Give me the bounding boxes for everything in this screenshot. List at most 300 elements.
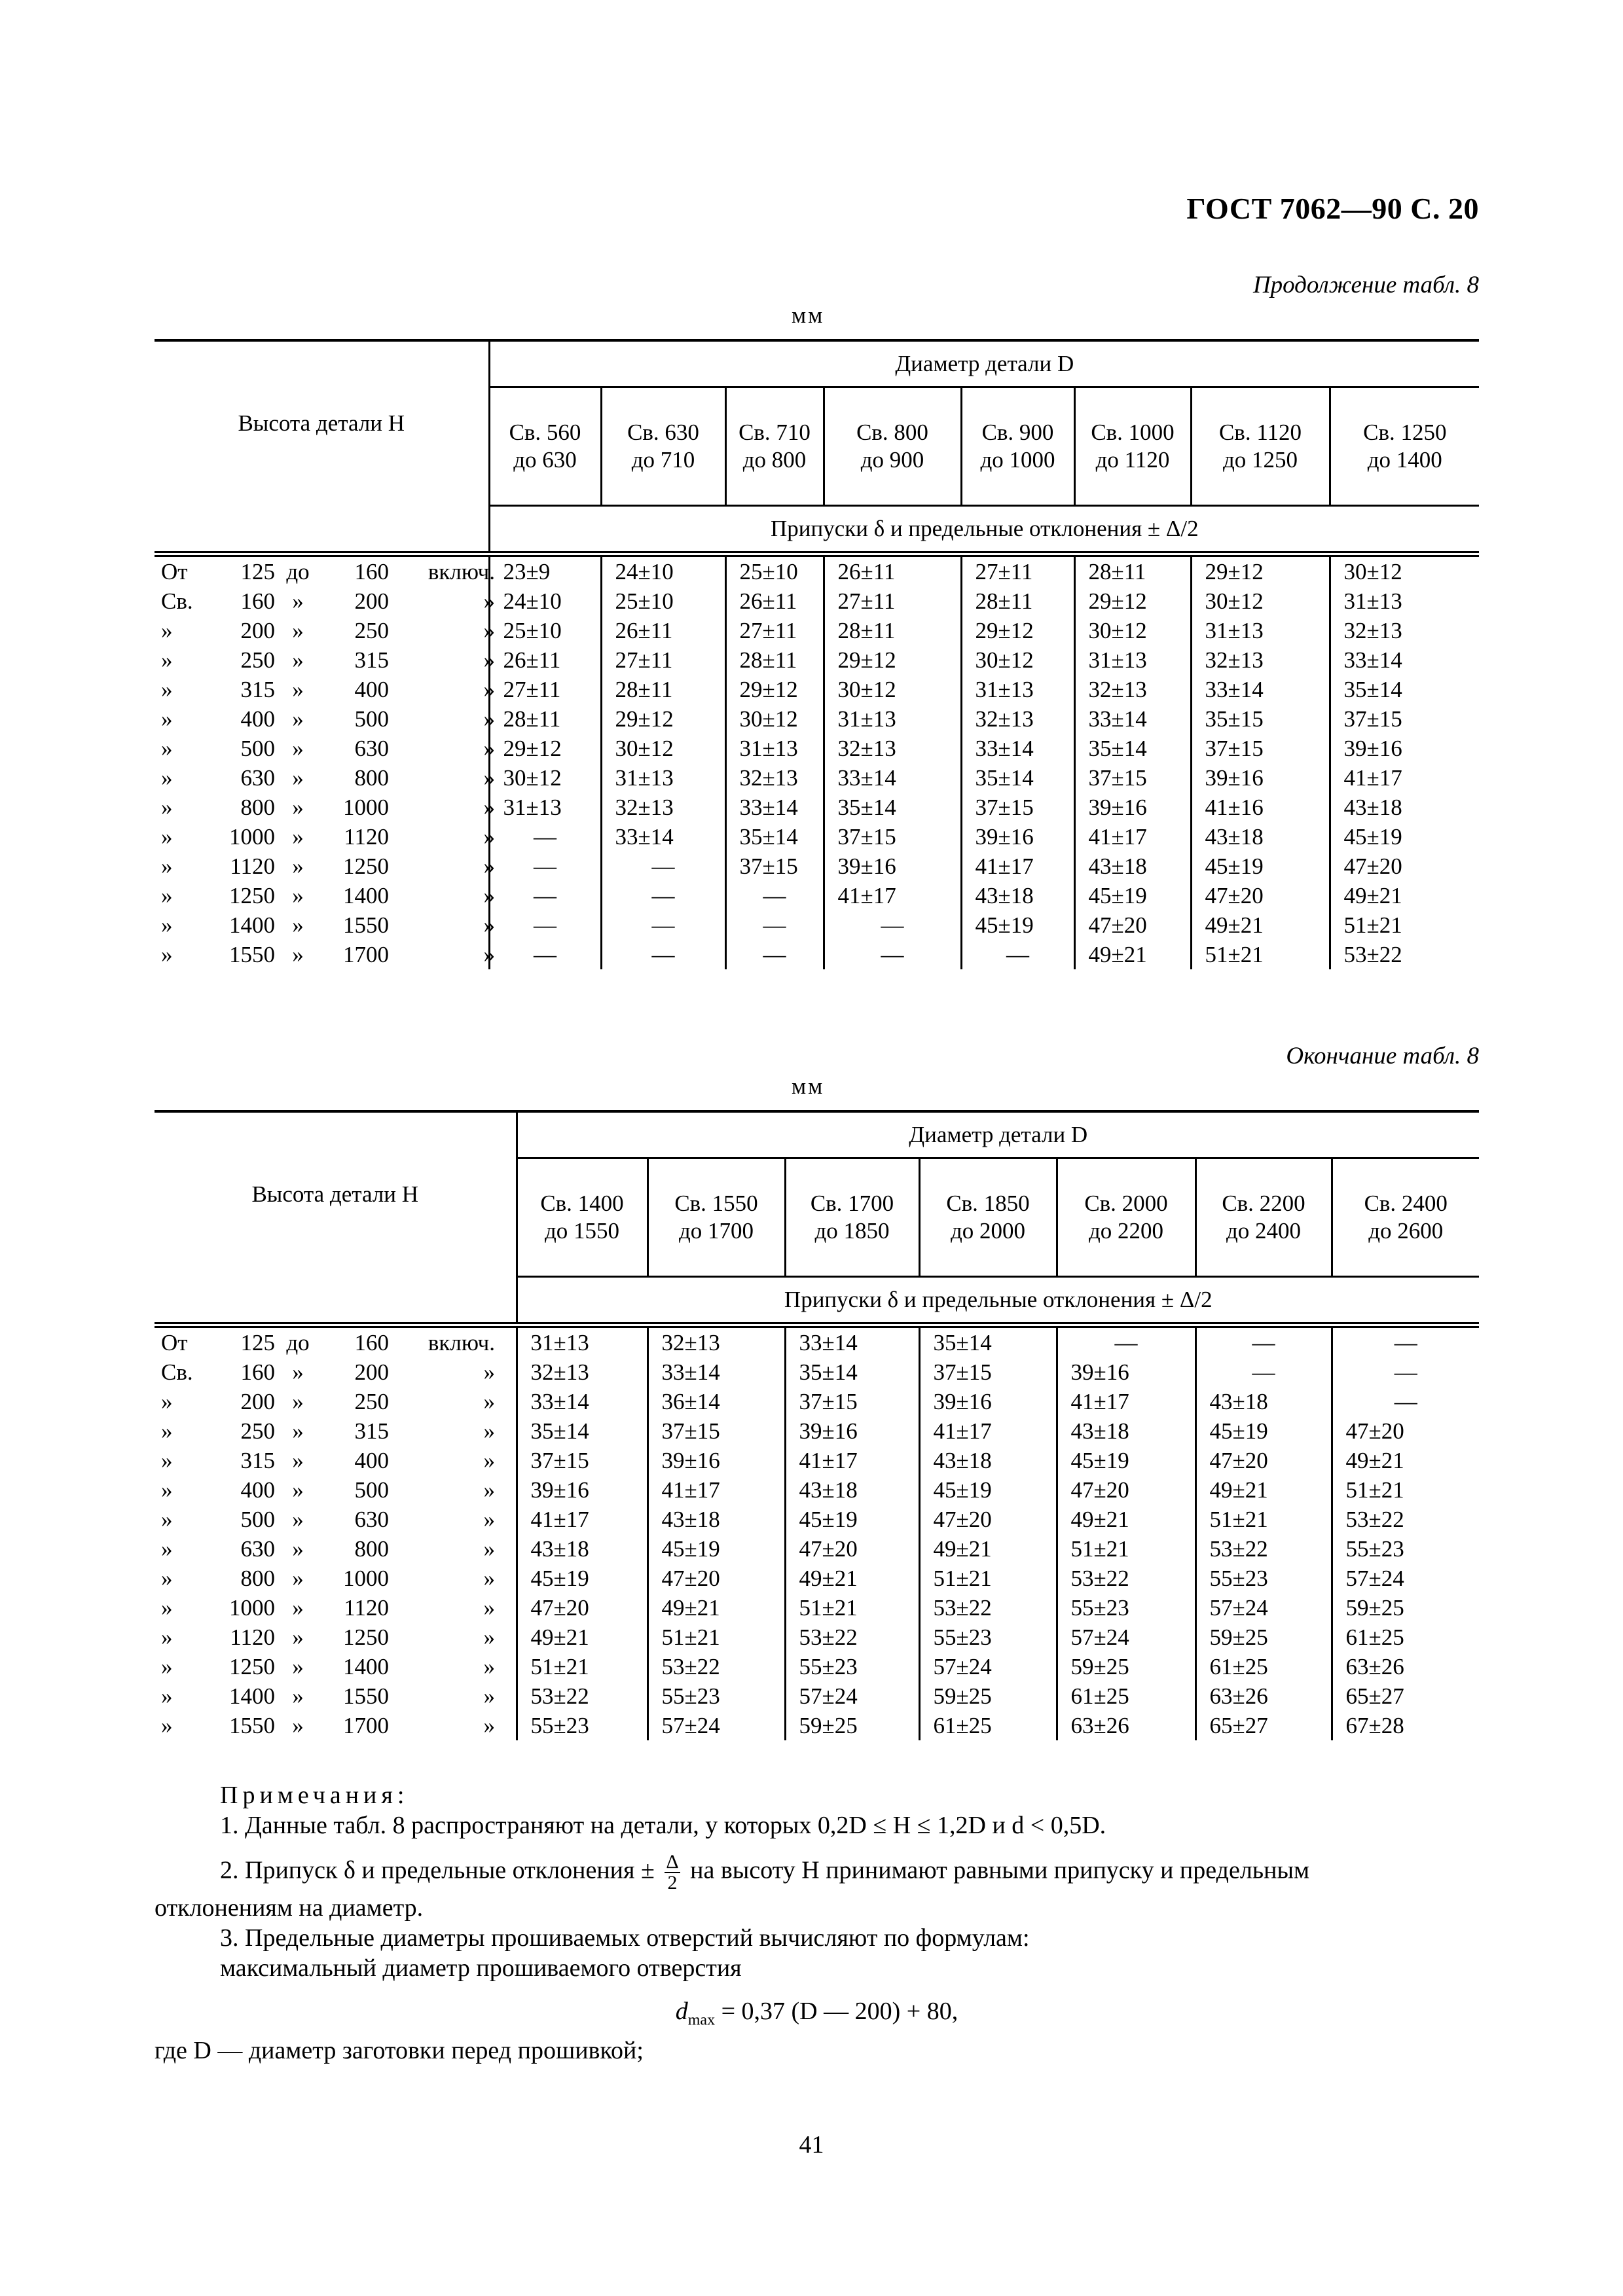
allowance-value: 59±25 — [1195, 1623, 1332, 1652]
allowance-value: 41±17 — [1074, 822, 1191, 852]
allowance-value: 41±17 — [824, 881, 961, 910]
allowance-value: 43±18 — [1195, 1387, 1332, 1416]
allowance-value: 41±17 — [785, 1446, 919, 1475]
note-3-line: максимальный диаметр прошиваемого отверстия — [220, 1954, 742, 1982]
table-row — [155, 1623, 1479, 1652]
allowance-value: 45±19 — [1195, 1416, 1332, 1446]
allowance-value: 49±21 — [1195, 1475, 1332, 1505]
diameter-column-header: Св. 1000 до 1120 — [1074, 387, 1191, 506]
allowance-value: 35±14 — [517, 1416, 647, 1446]
allowance-value: 49±21 — [1057, 1505, 1195, 1534]
table-row — [155, 1446, 1479, 1475]
note-3: 3. Предельные диаметры прошиваемых отверстий вычисляют по формулам: — [220, 1924, 1030, 1952]
table-row — [155, 1387, 1479, 1416]
allowance-value: 35±14 — [961, 763, 1074, 793]
table-row — [155, 852, 1479, 881]
diameter-column-header: Св. 710 до 800 — [725, 387, 824, 506]
diameter-column-header: Св. 800 до 900 — [824, 387, 961, 506]
height-range: » 800 » 1000 » — [161, 795, 495, 820]
height-range: Св. 160 » 200 » — [161, 588, 495, 614]
allowance-value: 33±14 — [961, 734, 1074, 763]
allowance-value: 43±18 — [1191, 822, 1330, 852]
allowance-value: — — [961, 940, 1074, 969]
allowance-value: 30±12 — [1074, 616, 1191, 645]
allowance-value: 59±25 — [1057, 1652, 1195, 1681]
allowance-value: — — [1332, 1387, 1479, 1416]
table2-units: мм — [792, 1073, 825, 1099]
allowance-value: 51±21 — [785, 1593, 919, 1623]
allowance-value: 45±19 — [919, 1475, 1057, 1505]
diameter-column-header: Св. 2000 до 2200 — [1057, 1158, 1195, 1277]
allowance-value: 47±20 — [919, 1505, 1057, 1534]
allowance-value: 41±17 — [1330, 763, 1479, 793]
height-range: » 1400 » 1550 » — [161, 1683, 495, 1709]
allowance-value: 33±14 — [785, 1325, 919, 1358]
allowance-value: 45±19 — [647, 1534, 785, 1564]
allowance-value: 67±28 — [1332, 1711, 1479, 1740]
table-row — [155, 1475, 1479, 1505]
allowance-value: 32±13 — [725, 763, 824, 793]
height-range: » 400 » 500 » — [161, 706, 495, 732]
allowance-value: 37±15 — [1191, 734, 1330, 763]
allowance-value: 49±21 — [1332, 1446, 1479, 1475]
allowance-value: 43±18 — [1057, 1416, 1195, 1446]
allowance-value: 33±14 — [1191, 675, 1330, 704]
allowance-value: 49±21 — [1191, 910, 1330, 940]
allowance-value: 26±11 — [725, 586, 824, 616]
height-range: » 1000 » 1120 » — [161, 1595, 495, 1621]
allowance-value: 43±18 — [517, 1534, 647, 1564]
height-range: » 400 » 500 » — [161, 1477, 495, 1503]
diameter-column-header: Св. 560 до 630 — [489, 387, 601, 506]
allowance-value: 49±21 — [647, 1593, 785, 1623]
formula-where: где D — диаметр заготовки перед прошивкой; — [155, 2036, 644, 2064]
allowance-value: 37±15 — [961, 793, 1074, 822]
diameter-column-header: Св. 1850 до 2000 — [919, 1158, 1057, 1277]
height-range: » 315 » 400 » — [161, 1448, 495, 1473]
allowance-value: 39±16 — [517, 1475, 647, 1505]
note-2-end: на высоту H принимают равными припуску и предельным — [690, 1856, 1310, 1884]
allowance-value: 57±24 — [1057, 1623, 1195, 1652]
table-row — [155, 1357, 1479, 1387]
allowance-value: 61±25 — [1057, 1681, 1195, 1711]
height-range: » 1120 » 1250 » — [161, 1624, 495, 1650]
table-row — [155, 1534, 1479, 1564]
allowance-value: 43±18 — [1330, 793, 1479, 822]
allowance-value: 49±21 — [1074, 940, 1191, 969]
note-2-continuation: отклонениям на диаметр. — [155, 1894, 424, 1922]
table-row — [155, 1711, 1479, 1740]
allowance-value: — — [601, 852, 725, 881]
allowance-value: 45±19 — [517, 1564, 647, 1593]
height-range: » 250 » 315 » — [161, 1418, 495, 1444]
page-number: 41 — [799, 2131, 824, 2159]
allowance-value: 57±24 — [1332, 1564, 1479, 1593]
allowance-value: 51±21 — [1191, 940, 1330, 969]
diameter-column-header: Св. 1250 до 1400 — [1330, 387, 1479, 506]
allowance-value: 31±13 — [961, 675, 1074, 704]
row-header: Высота детали H — [251, 1181, 419, 1208]
allowance-value: — — [1195, 1357, 1332, 1387]
diameter-column-header: Св. 900 до 1000 — [961, 387, 1074, 506]
allowance-value: — — [1332, 1325, 1479, 1358]
table-row — [155, 940, 1479, 969]
allowance-value: 26±11 — [601, 616, 725, 645]
allowance-value: — — [824, 910, 961, 940]
allowance-value: 45±19 — [961, 910, 1074, 940]
allowance-value: 32±13 — [824, 734, 961, 763]
allowance-value: 28±11 — [824, 616, 961, 645]
allowance-value: 29±12 — [824, 645, 961, 675]
allowance-value: 30±12 — [1330, 554, 1479, 587]
delta-over-2-fraction: $\frac{\Delta}{2}$ — [666, 1851, 679, 1893]
allowance-value: 55±23 — [919, 1623, 1057, 1652]
allowance-value: 37±15 — [785, 1387, 919, 1416]
allowance-value: 28±11 — [489, 704, 601, 734]
table-row — [155, 645, 1479, 675]
allowance-value: 53±22 — [647, 1652, 785, 1681]
allowance-value: 47±20 — [517, 1593, 647, 1623]
document-header: ГОСТ 7062—90 С. 20 — [1186, 192, 1479, 225]
diameter-column-header: Св. 1120 до 1250 — [1191, 387, 1330, 506]
allowance-value: 47±20 — [1330, 852, 1479, 881]
allowance-value: 61±25 — [1195, 1652, 1332, 1681]
note-2-start: 2. Припуск δ и предельные отклонения ± — [220, 1856, 655, 1884]
table-row — [155, 1505, 1479, 1534]
allowance-value: 24±10 — [489, 586, 601, 616]
allowance-value: 31±13 — [601, 763, 725, 793]
allowance-value: 55±23 — [647, 1681, 785, 1711]
allowance-value: 31±13 — [1074, 645, 1191, 675]
allowance-value: — — [1195, 1325, 1332, 1358]
allowance-value: 55±23 — [517, 1711, 647, 1740]
allowance-value: 37±15 — [517, 1446, 647, 1475]
height-range: » 1000 » 1120 » — [161, 824, 495, 850]
allowance-value: 63±26 — [1057, 1711, 1195, 1740]
allowance-value: 51±21 — [1195, 1505, 1332, 1534]
allowance-value: — — [1332, 1357, 1479, 1387]
allowance-table-end — [155, 1110, 1479, 1740]
table-row — [155, 586, 1479, 616]
allowance-value: 28±11 — [725, 645, 824, 675]
allowance-value: 29±12 — [961, 616, 1074, 645]
note-1: 1. Данные табл. 8 распространяют на детали, у которых 0,2D ≤ H ≤ 1,2D и d < 0,5D. — [220, 1812, 1106, 1839]
height-range: » 630 » 800 » — [161, 765, 495, 791]
allowance-value: 65±27 — [1195, 1711, 1332, 1740]
allowance-value: 39±16 — [785, 1416, 919, 1446]
height-range: » 1250 » 1400 » — [161, 883, 495, 908]
allowance-value: 47±20 — [785, 1534, 919, 1564]
allowance-value: 31±13 — [489, 793, 601, 822]
table1-units: мм — [792, 302, 825, 328]
allowance-value: 29±12 — [1191, 554, 1330, 587]
allowance-value: 41±17 — [647, 1475, 785, 1505]
allowance-value: 37±15 — [824, 822, 961, 852]
allowance-value: 26±11 — [824, 554, 961, 587]
height-range: » 200 » 250 » — [161, 618, 495, 643]
allowance-value: 61±25 — [919, 1711, 1057, 1740]
table-row — [155, 1681, 1479, 1711]
allowance-value: 37±15 — [1074, 763, 1191, 793]
allowance-value: — — [601, 940, 725, 969]
allowance-value: 59±25 — [785, 1711, 919, 1740]
allowance-value: 33±14 — [1074, 704, 1191, 734]
allowance-value: 43±18 — [961, 881, 1074, 910]
allowance-value: 45±19 — [1057, 1446, 1195, 1475]
allowance-value: 59±25 — [919, 1681, 1057, 1711]
allowance-value: 35±14 — [1330, 675, 1479, 704]
table-row — [155, 822, 1479, 852]
diameter-column-header: Св. 1400 до 1550 — [517, 1158, 647, 1277]
allowance-value: 28±11 — [1074, 554, 1191, 587]
allowance-value: 33±14 — [1330, 645, 1479, 675]
allowance-value: 31±13 — [517, 1325, 647, 1358]
table-row — [155, 734, 1479, 763]
allowance-value: 53±22 — [517, 1681, 647, 1711]
allowance-value: 37±15 — [647, 1416, 785, 1446]
allowance-value: 51±21 — [1330, 910, 1479, 940]
allowance-value: 65±27 — [1332, 1681, 1479, 1711]
allowance-value: 27±11 — [601, 645, 725, 675]
allowance-value: 57±24 — [647, 1711, 785, 1740]
height-range: » 1550 » 1700 » — [161, 1713, 495, 1738]
height-range: » 1120 » 1250 » — [161, 853, 495, 879]
allowance-value: 31±13 — [725, 734, 824, 763]
allowance-value: 51±21 — [1332, 1475, 1479, 1505]
allowance-value: 39±16 — [961, 822, 1074, 852]
allowance-value: 26±11 — [489, 645, 601, 675]
allowance-value: — — [601, 881, 725, 910]
diameter-column-header: Св. 1550 до 1700 — [647, 1158, 785, 1277]
diameter-column-header: Св. 2400 до 2600 — [1332, 1158, 1479, 1277]
allowance-value: — — [489, 852, 601, 881]
allowance-value: 33±14 — [647, 1357, 785, 1387]
allowance-value: 39±16 — [1057, 1357, 1195, 1387]
height-range: » 1550 » 1700 » — [161, 942, 495, 967]
allowance-value: 31±13 — [824, 704, 961, 734]
row-header: Высота детали H — [238, 410, 405, 437]
allowance-value: — — [489, 822, 601, 852]
allowance-value: 28±11 — [961, 586, 1074, 616]
allowance-value: — — [725, 881, 824, 910]
allowance-value: — — [1057, 1325, 1195, 1358]
allowance-value: 41±17 — [919, 1416, 1057, 1446]
table-row — [155, 881, 1479, 910]
allowance-value: 32±13 — [1191, 645, 1330, 675]
allowance-value: 41±17 — [961, 852, 1074, 881]
allowance-value: 39±16 — [1074, 793, 1191, 822]
table2-caption: Окончание табл. 8 — [1286, 1043, 1479, 1069]
allowance-value: 55±23 — [1332, 1534, 1479, 1564]
table-row — [155, 1564, 1479, 1593]
table-row — [155, 616, 1479, 645]
diameter-column-header: Св. 2200 до 2400 — [1195, 1158, 1332, 1277]
diameter-column-header: Св. 1700 до 1850 — [785, 1158, 919, 1277]
allowance-value: 39±16 — [1330, 734, 1479, 763]
allowance-value: 33±14 — [517, 1387, 647, 1416]
table-row — [155, 793, 1479, 822]
allowance-value: 45±19 — [1330, 822, 1479, 852]
allowance-value: 30±12 — [601, 734, 725, 763]
allowance-value: 51±21 — [1057, 1534, 1195, 1564]
allowance-value: 49±21 — [1330, 881, 1479, 910]
notes-title: Примечания: — [220, 1782, 409, 1809]
table-row — [155, 910, 1479, 940]
allowance-value: 47±20 — [1074, 910, 1191, 940]
allowance-value: 41±16 — [1191, 793, 1330, 822]
allowance-value: 41±17 — [1057, 1387, 1195, 1416]
allowance-value: 63±26 — [1195, 1681, 1332, 1711]
allowance-value: 27±11 — [824, 586, 961, 616]
allowance-value: 35±15 — [1191, 704, 1330, 734]
allowance-value: 47±20 — [1057, 1475, 1195, 1505]
allowance-value: 49±21 — [517, 1623, 647, 1652]
allowance-value: 37±15 — [725, 852, 824, 881]
allowance-value: 32±13 — [1074, 675, 1191, 704]
height-range: Св. 160 » 200 » — [161, 1359, 495, 1385]
allowance-value: 61±25 — [1332, 1623, 1479, 1652]
height-range: » 315 » 400 » — [161, 677, 495, 702]
table-row — [155, 1593, 1479, 1623]
allowance-value: 37±15 — [919, 1357, 1057, 1387]
allowance-value: 47±20 — [1332, 1416, 1479, 1446]
allowance-value: 36±14 — [647, 1387, 785, 1416]
table1-caption: Продолжение табл. 8 — [1252, 272, 1479, 298]
allowance-value: 33±14 — [725, 793, 824, 822]
allowance-value: 32±13 — [601, 793, 725, 822]
allowance-sub-header: Припуски δ и предельные отклонения ± Δ/2 — [489, 506, 1479, 554]
allowance-value: 51±21 — [517, 1652, 647, 1681]
table-row — [155, 554, 1479, 587]
allowance-sub-header: Припуски δ и предельные отклонения ± Δ/2 — [517, 1277, 1479, 1325]
allowance-value: 23±9 — [489, 554, 601, 587]
allowance-value: 30±12 — [489, 763, 601, 793]
allowance-value: 53±22 — [785, 1623, 919, 1652]
height-range: От 125 до 160 включ. — [161, 559, 495, 584]
allowance-value: 53±22 — [1057, 1564, 1195, 1593]
allowance-value: 63±26 — [1332, 1652, 1479, 1681]
dmax-formula: $d_{max} = 0,37$ (D — 200) + 80, — [675, 1998, 958, 2029]
allowance-value: — — [725, 940, 824, 969]
allowance-value: 32±13 — [647, 1325, 785, 1358]
allowance-value: 51±21 — [647, 1623, 785, 1652]
allowance-value: 47±20 — [1191, 881, 1330, 910]
table-row — [155, 1652, 1479, 1681]
allowance-value: 27±11 — [725, 616, 824, 645]
notes-section — [155, 1780, 1479, 2066]
allowance-value: 53±22 — [1332, 1505, 1479, 1534]
allowance-value: 27±11 — [489, 675, 601, 704]
allowance-value: — — [725, 910, 824, 940]
allowance-value: 35±14 — [1074, 734, 1191, 763]
table-row — [155, 675, 1479, 704]
allowance-value: 45±19 — [1074, 881, 1191, 910]
allowance-value: 28±11 — [601, 675, 725, 704]
allowance-value: 30±12 — [1191, 586, 1330, 616]
allowance-value: 29±12 — [489, 734, 601, 763]
allowance-value: 30±12 — [725, 704, 824, 734]
height-range: » 200 » 250 » — [161, 1389, 495, 1414]
allowance-value: 25±10 — [725, 554, 824, 587]
allowance-value: 57±24 — [785, 1681, 919, 1711]
allowance-table-continuation — [155, 339, 1479, 969]
allowance-value: 39±16 — [1191, 763, 1330, 793]
allowance-value: 39±16 — [824, 852, 961, 881]
allowance-value: 57±24 — [919, 1652, 1057, 1681]
diameter-group-header: Диаметр детали D — [489, 340, 1479, 387]
height-range: » 500 » 630 » — [161, 1507, 495, 1532]
allowance-value: 53±22 — [1330, 940, 1479, 969]
allowance-value: 27±11 — [961, 554, 1074, 587]
table-row — [155, 763, 1479, 793]
allowance-value: 24±10 — [601, 554, 725, 587]
allowance-value: 57±24 — [1195, 1593, 1332, 1623]
height-range: От 125 до 160 включ. — [161, 1330, 495, 1355]
height-range: » 630 » 800 » — [161, 1536, 495, 1562]
allowance-value: 25±10 — [601, 586, 725, 616]
height-range: » 250 » 315 » — [161, 647, 495, 673]
allowance-value: 35±14 — [919, 1325, 1057, 1358]
allowance-value: 41±17 — [517, 1505, 647, 1534]
table-row — [155, 1325, 1479, 1358]
allowance-value: 29±12 — [601, 704, 725, 734]
allowance-value: 43±18 — [785, 1475, 919, 1505]
diameter-group-header: Диаметр детали D — [517, 1111, 1479, 1158]
diameter-column-header: Св. 630 до 710 — [601, 387, 725, 506]
allowance-value: 49±21 — [919, 1534, 1057, 1564]
allowance-value: — — [489, 910, 601, 940]
allowance-value: 49±21 — [785, 1564, 919, 1593]
allowance-value: 33±14 — [601, 822, 725, 852]
allowance-value: 31±13 — [1191, 616, 1330, 645]
allowance-value: — — [489, 940, 601, 969]
allowance-value: 32±13 — [517, 1357, 647, 1387]
allowance-value: 55±23 — [785, 1652, 919, 1681]
allowance-value: 37±15 — [1330, 704, 1479, 734]
allowance-value: 33±14 — [824, 763, 961, 793]
allowance-value: 35±14 — [824, 793, 961, 822]
table-row — [155, 704, 1479, 734]
height-range: » 800 » 1000 » — [161, 1566, 495, 1591]
allowance-value: 43±18 — [647, 1505, 785, 1534]
allowance-value: 59±25 — [1332, 1593, 1479, 1623]
allowance-value: 32±13 — [961, 704, 1074, 734]
allowance-value: 43±18 — [1074, 852, 1191, 881]
height-range: » 500 » 630 » — [161, 736, 495, 761]
height-range: » 1250 » 1400 » — [161, 1654, 495, 1679]
allowance-value: 29±12 — [1074, 586, 1191, 616]
table-row — [155, 1416, 1479, 1446]
allowance-value: 39±16 — [919, 1387, 1057, 1416]
allowance-value: 32±13 — [1330, 616, 1479, 645]
allowance-value: 25±10 — [489, 616, 601, 645]
allowance-value: 47±20 — [1195, 1446, 1332, 1475]
allowance-value: 35±14 — [785, 1357, 919, 1387]
allowance-value: 29±12 — [725, 675, 824, 704]
allowance-value: 31±13 — [1330, 586, 1479, 616]
allowance-value: 45±19 — [785, 1505, 919, 1534]
allowance-value: 47±20 — [647, 1564, 785, 1593]
allowance-value: 45±19 — [1191, 852, 1330, 881]
allowance-value: 30±12 — [961, 645, 1074, 675]
allowance-value: — — [489, 881, 601, 910]
allowance-value: 30±12 — [824, 675, 961, 704]
allowance-value: 43±18 — [919, 1446, 1057, 1475]
allowance-value: 53±22 — [1195, 1534, 1332, 1564]
allowance-value: 51±21 — [919, 1564, 1057, 1593]
allowance-value: 53±22 — [919, 1593, 1057, 1623]
note-2 — [155, 1852, 1479, 1893]
